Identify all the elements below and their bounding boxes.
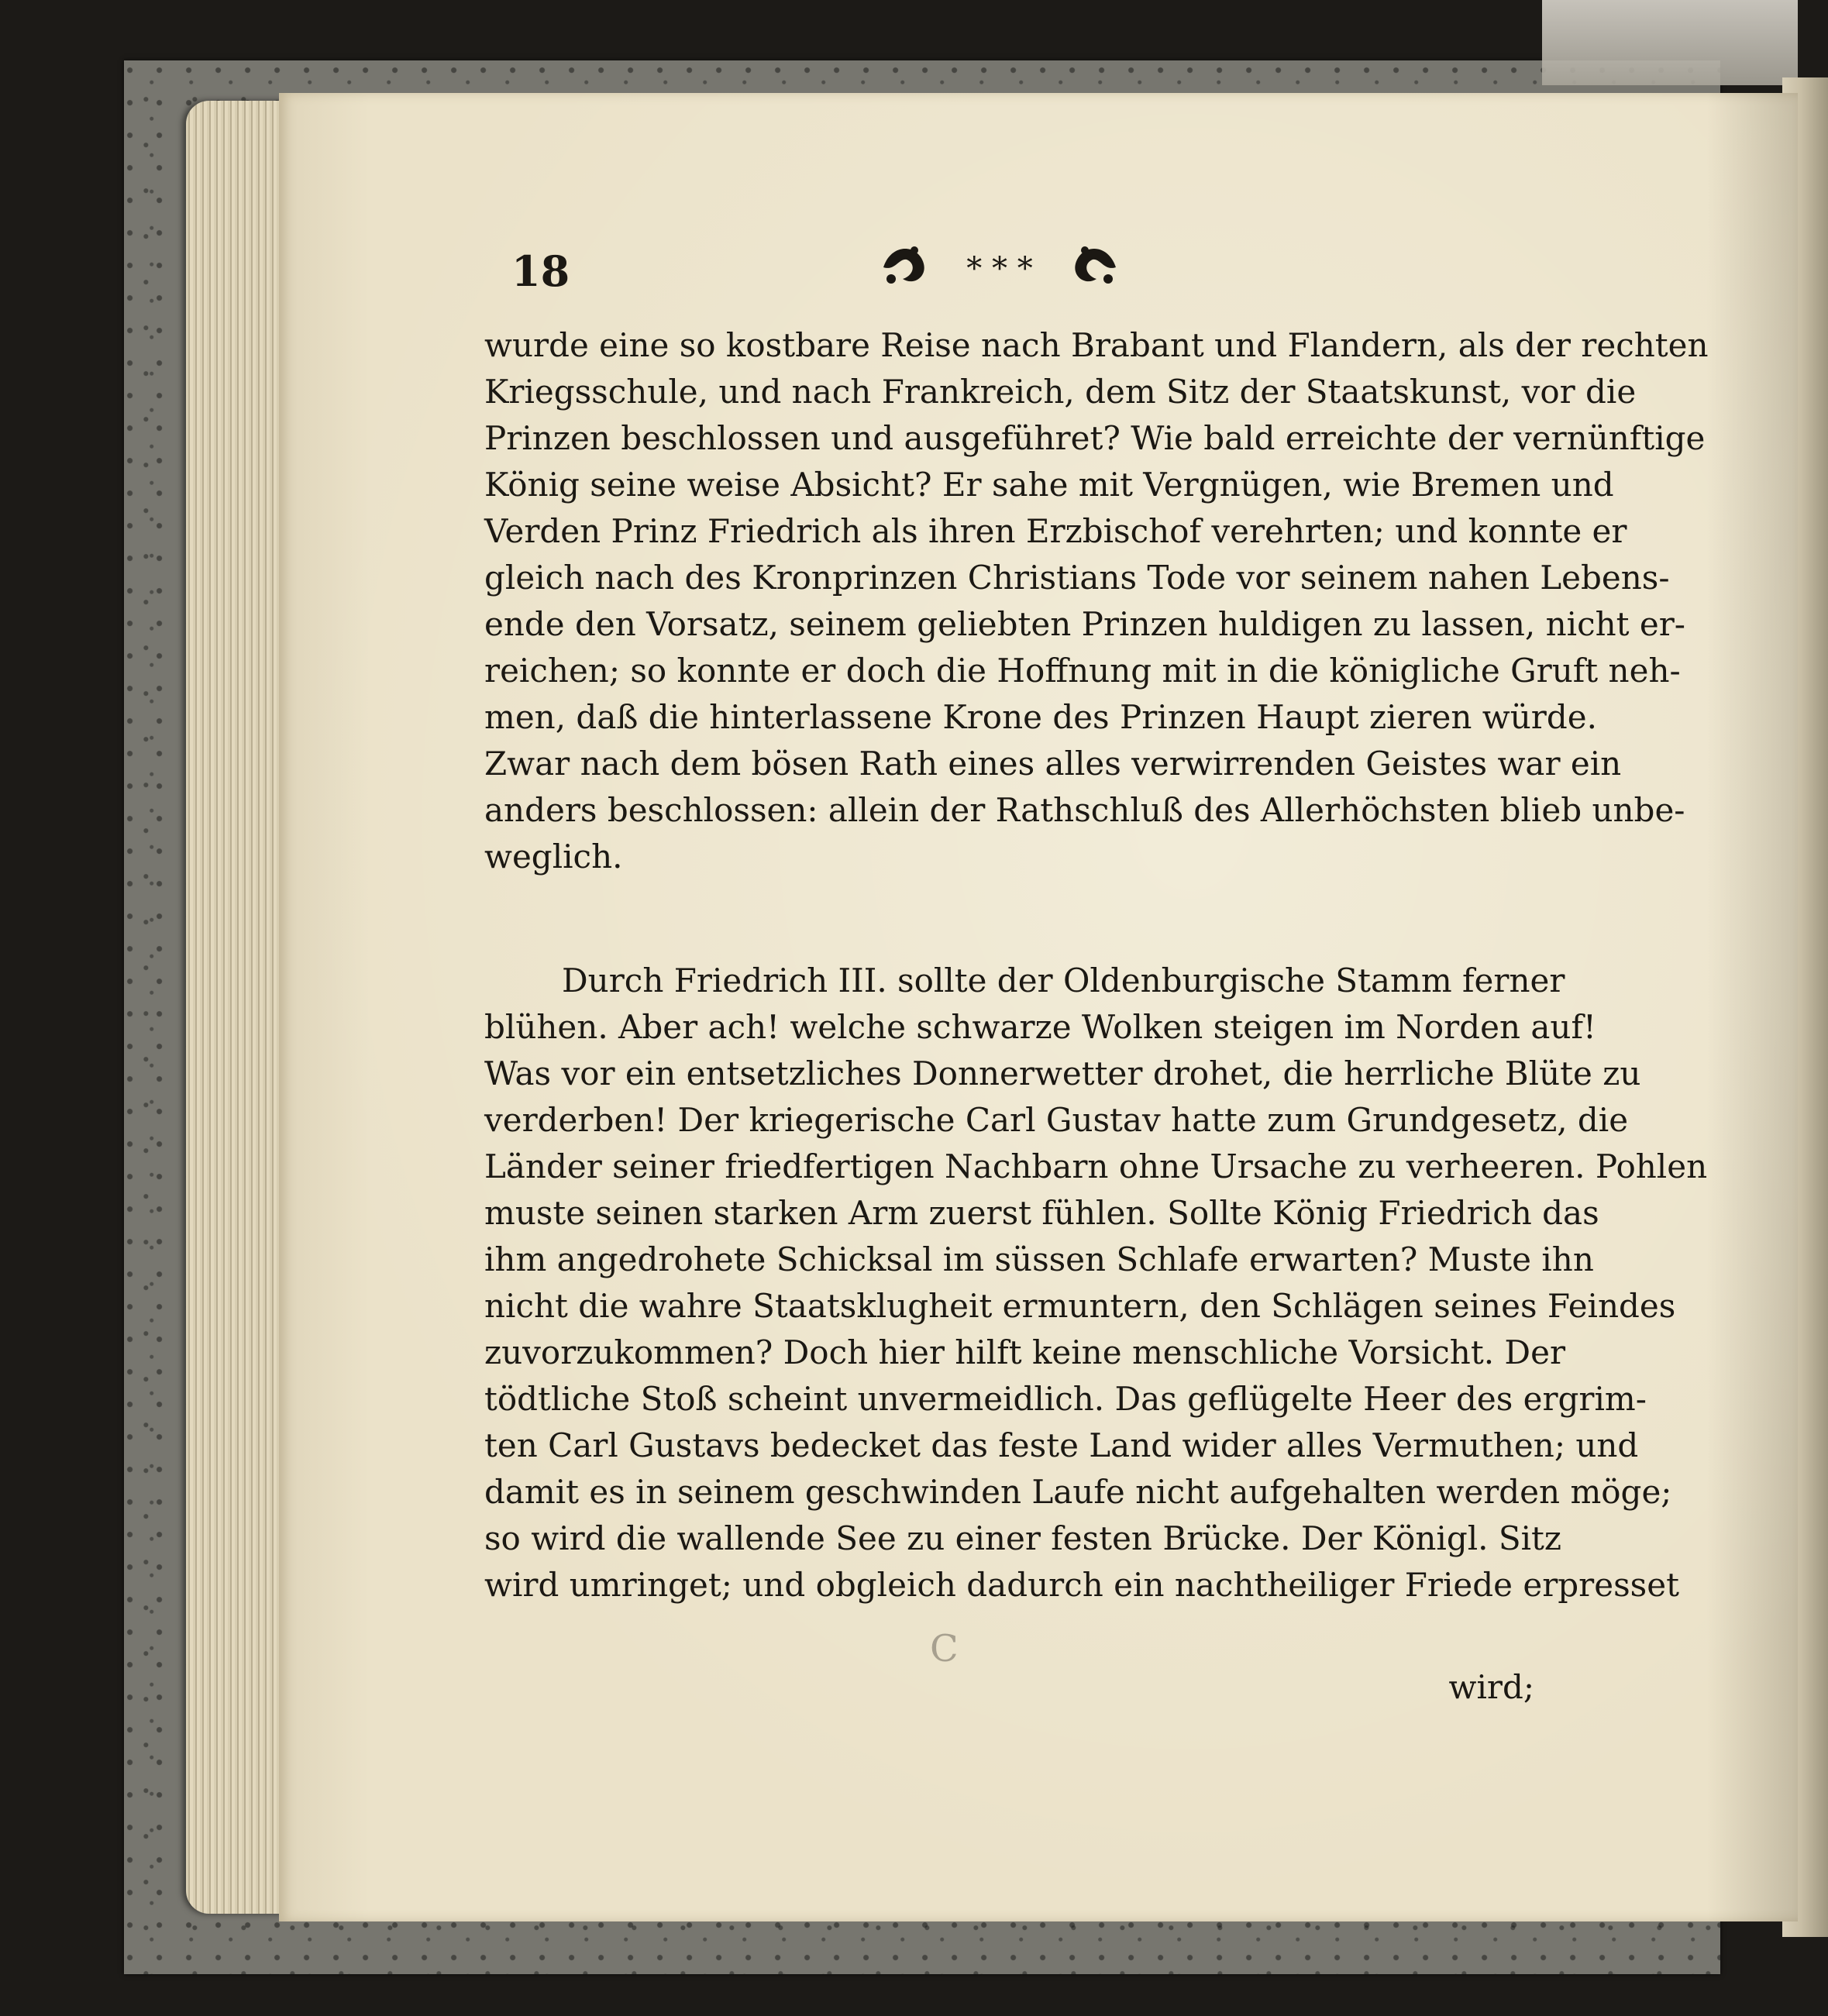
text-line: ten Carl Gustavs bedecket das feste Land wider alles Vermuthen; und: [484, 1426, 1639, 1464]
signature-mark: C: [930, 1627, 959, 1670]
text-line: König seine weise Absicht? Er sahe mit Vergnügen, wie Bremen und: [484, 466, 1614, 504]
text-line: weglich.: [484, 838, 623, 876]
text-line: Zwar nach dem bösen Rath eines alles verwirrenden Geistes war ein: [484, 745, 1622, 783]
text-line: anders beschlossen: allein der Rathschluß des Allerhöchsten blieb unbe-: [484, 791, 1685, 829]
text-line: blühen. Aber ach! welche schwarze Wolken steigen im Norden auf!: [484, 1008, 1596, 1046]
page-block-edges: [186, 101, 294, 1914]
text-line: Länder seiner friedfertigen Nachbarn ohne Ursache zu verheeren. Pohlen: [484, 1147, 1708, 1185]
text-line: Verden Prinz Friedrich als ihren Erzbischof verehrten; und konnte er: [484, 512, 1627, 550]
text-line-indented: Durch Friedrich III. sollte der Oldenburgische Stamm ferner: [562, 962, 1565, 999]
text-line: ihm angedrohete Schicksal im süssen Schlafe erwarten? Muste ihn: [484, 1240, 1594, 1278]
catchword: wird;: [1448, 1668, 1534, 1706]
text-line: Was vor ein entsetzliches Donnerwetter drohet, die herrliche Blüte zu: [484, 1054, 1641, 1092]
header-ornament: [868, 236, 1131, 298]
text-line: so wird die wallende See zu einer festen Brücke. Der Königl. Sitz: [484, 1519, 1562, 1557]
text-line: tödtliche Stoß scheint unvermeidlich. Das geflügelte Heer des ergrim-: [484, 1380, 1647, 1418]
text-line: verderben! Der kriegerische Carl Gustav hatte zum Grundgesetz, die: [484, 1101, 1629, 1139]
text-line: muste seinen starken Arm zuerst fühlen. Sollte König Friedrich das: [484, 1194, 1599, 1232]
text-line: damit es in seinem geschwinden Laufe nicht aufgehalten werden möge;: [484, 1473, 1672, 1511]
text-line: gleich nach des Kronprinzen Christians Tode vor seinem nahen Lebens-: [484, 559, 1670, 597]
text-line: Kriegsschule, und nach Frankreich, dem Sitz der Staatskunst, vor die: [484, 373, 1637, 411]
text-line: nicht die wahre Staatsklugheit ermuntern, den Schlägen seines Feindes: [484, 1287, 1676, 1325]
page-number: 18: [511, 246, 570, 296]
text-line: wurde eine so kostbare Reise nach Brabant und Flandern, als der rechten: [484, 326, 1709, 364]
mounting-tape: [1542, 0, 1798, 85]
text-line: men, daß die hinterlassene Krone des Prinzen Haupt zieren würde.: [484, 698, 1597, 736]
text-line: zuvorzukommen? Doch hier hilft keine menschliche Vorsicht. Der: [484, 1333, 1566, 1371]
text-line: reichen; so konnte er doch die Hoffnung mit in die königliche Gruft neh-: [484, 652, 1681, 690]
text-line: ende den Vorsatz, seinem geliebten Prinzen huldigen zu lassen, nicht er-: [484, 605, 1686, 643]
text-line: wird umringet; und obgleich dadurch ein nachtheiliger Friede erpresset: [484, 1566, 1679, 1604]
ornament-asterisks: * * *: [966, 251, 1033, 287]
text-line: Prinzen beschlossen und ausgeführet? Wie bald erreichte der vernünftige: [484, 419, 1706, 457]
